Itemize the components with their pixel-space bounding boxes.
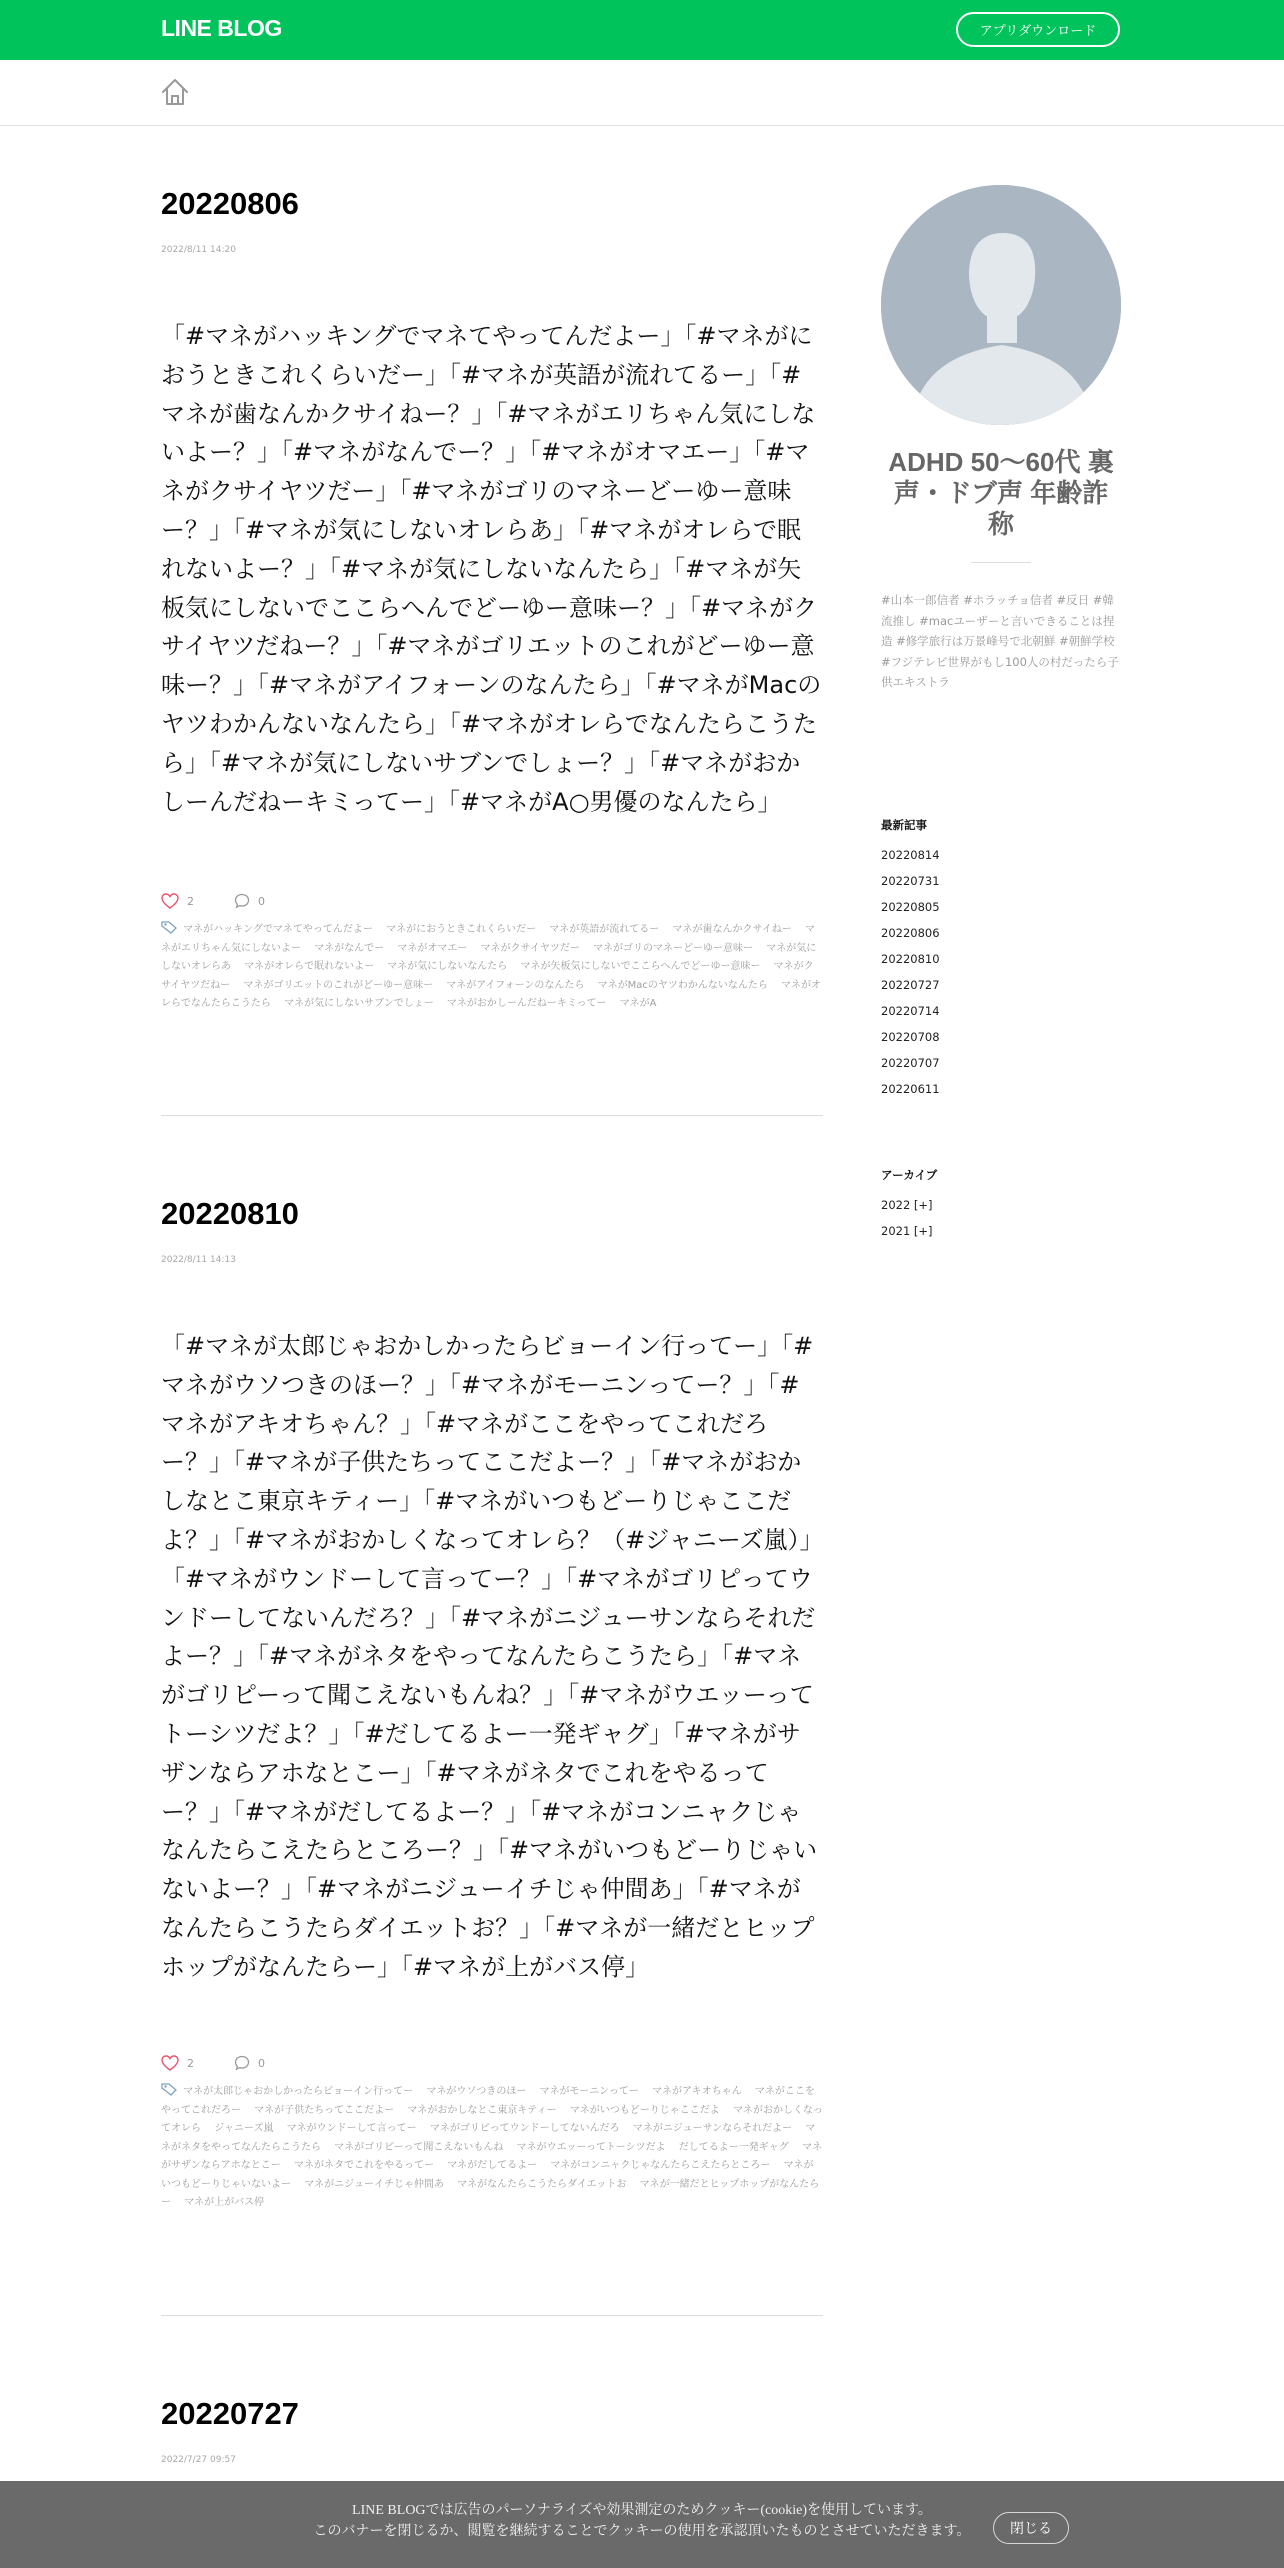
tag-link[interactable]: マネがいつもどーりじゃここだよ xyxy=(569,2104,720,2116)
tag-link[interactable]: マネが矢板気にしないでここらへんでどーゆー意味ー xyxy=(520,961,761,972)
tag-link[interactable]: マネがだしてるよー xyxy=(447,2160,538,2171)
tag-link[interactable]: マネがクサイヤツだー xyxy=(480,942,580,954)
comment-button[interactable] xyxy=(234,893,265,909)
post-body: 「#マネがハッキングでマネてやってんだよー」「#マネがにおうときこれくらいだー」「#マネが英語が流れてるー」「#マネが歯なんかクサイねー？」「#マネがエリちゃん気にしないよー？」「#マネがなんでー？」「#マネがオマエー」「#マネがクサイヤツだー」「#マネがゴリのマネーどーゆー意味ー？」「#マネが気にしないオレらあ」「#マネがオレらで眠れないよー？」「#マネが気にしないなんたら」「#マネが矢板気にしないでここらへんでどーゆー意味ー？」「#マネがクサイヤツだねー？」「#マネがゴリエットのこれがどーゆー意味ー？」「#マネがアイフォーンのなんたら」「#マネがMacのヤツわかんないなんたら」「#マネがオレらでなんたらこうたら」「#マネが気にしないサブンでしょー？」「#マネがおかしーんだねーキミってー」「#マネがA○男優のなんたら」 xyxy=(161,322,822,816)
cookie-close-button[interactable]: 閉じる xyxy=(993,2512,1069,2544)
recent-post-link[interactable]: 20220727 xyxy=(881,978,940,992)
archive-year-link[interactable]: 2022 [+] xyxy=(881,1198,933,1212)
tag-link[interactable]: マネがモーニンってー xyxy=(539,2086,639,2097)
tag-link[interactable]: マネがサザンならアホなとこー xyxy=(161,2141,822,2171)
tag-link[interactable]: マネが気にしないサブンでしょー xyxy=(284,998,434,1009)
tag-link[interactable]: マネがここをやってこれだろー xyxy=(161,2086,815,2116)
tag-link[interactable]: マネがMacのヤツわかんないなんたら xyxy=(597,979,768,991)
comment-count: 0 xyxy=(258,2056,265,2070)
like-count: 2 xyxy=(187,2056,194,2070)
post-divider xyxy=(161,2315,823,2316)
recent-post-link[interactable]: 20220707 xyxy=(881,1056,940,1070)
archive-year-link[interactable]: 2021 [+] xyxy=(881,1224,933,1238)
tag-link[interactable]: マネがゴリエットのこれがどーゆー意味ー xyxy=(243,979,434,991)
tag-link[interactable]: マネがにおうときこれくらいだー xyxy=(386,924,537,935)
app-download-button[interactable]: アプリダウンロード xyxy=(956,12,1120,47)
tag-link[interactable]: マネがエリちゃん気にしないよー xyxy=(161,924,815,954)
tag-link[interactable]: マネがアイフォーンのなんたら xyxy=(446,979,585,991)
post-title[interactable]: 20220727 xyxy=(161,2396,299,2431)
tag-link[interactable]: マネが子供たちってここだよー xyxy=(254,2104,395,2116)
tag-link[interactable]: マネがコンニャクじゃなんたらこえたらところー xyxy=(550,2160,771,2171)
comment-icon xyxy=(234,2055,250,2071)
tag-link[interactable]: マネがいつもどーりじゃいないよー xyxy=(161,2160,814,2190)
tag-link[interactable]: マネがアキオちゃん xyxy=(652,2086,742,2097)
tag-link[interactable]: マネがオマエー xyxy=(397,942,468,954)
tag-link[interactable]: マネがA xyxy=(619,998,657,1009)
tag-link[interactable]: マネがゴリピってウンドーしてないんだろ xyxy=(429,2123,620,2134)
tag-link[interactable]: マネがオレらでなんたらこうたら xyxy=(161,979,822,1009)
recent-post-link[interactable]: 20220611 xyxy=(881,1082,940,1096)
tag-link[interactable]: マネが気にしないオレらあ xyxy=(161,942,817,972)
tag-link[interactable]: マネがウソつきのほー xyxy=(426,2086,527,2097)
blog-description: #山本一郎信者 #ホラッチョ信者 #反日 #韓流推し #macユーザーと言いできることは捏造 #修学旅行は万景峰号で北朝鮮 #朝鮮学校 #フジテレビ世界がもし100人の村だったら子供エキストラ xyxy=(881,593,1119,689)
post-date: 2022/7/27 09:57 xyxy=(161,2455,236,2465)
post-date: 2022/8/11 14:20 xyxy=(161,245,236,255)
like-count: 2 xyxy=(187,894,194,908)
tag-link[interactable]: マネがおかしなとこ東京キティー xyxy=(407,2104,557,2116)
tag-link[interactable]: マネがゴリのマネーどーゆー意味ー xyxy=(593,942,754,954)
tag-link[interactable]: マネがニジューサンならそれだよー xyxy=(632,2123,793,2134)
recent-post-link[interactable]: 20220708 xyxy=(881,1030,940,1044)
tag-link[interactable]: マネがクサイヤツだねー xyxy=(161,961,814,991)
tag-link[interactable]: マネがおかしくなってオレら xyxy=(161,2104,823,2134)
recent-post-link[interactable]: 20220805 xyxy=(881,900,940,914)
recent-post-link[interactable]: 20220806 xyxy=(881,926,940,940)
recent-post-link[interactable]: 20220731 xyxy=(881,874,940,888)
post-tags xyxy=(161,920,823,1014)
tag-link[interactable]: マネがなんでー xyxy=(314,942,385,954)
recent-post-link[interactable]: 20220814 xyxy=(881,848,940,862)
recent-post-link[interactable]: 20220810 xyxy=(881,952,940,966)
tag-link[interactable]: マネが歯なんかクサイねー xyxy=(672,924,792,935)
line-blog-logo[interactable]: LINE BLOG xyxy=(161,15,282,41)
post-title[interactable]: 20220806 xyxy=(161,186,299,221)
cookie-notice-line: LINE BLOGでは広告のパーソナライズや効果測定のためクッキー(cookie)を使用しています。 xyxy=(352,2503,932,2518)
blog-title[interactable]: ADHD 50～60代 裏声・ドブ声 年齢詐称 xyxy=(888,447,1114,539)
tag-link[interactable]: マネがハッキングでマネてやってんだよー xyxy=(183,924,373,935)
tag-link[interactable]: マネがネタでこれをやるってー xyxy=(294,2160,434,2171)
tag-link[interactable]: マネが気にしないなんたら xyxy=(387,961,508,972)
post-date: 2022/8/11 14:13 xyxy=(161,1255,236,1265)
archive-list xyxy=(881,1192,933,1244)
comment-icon xyxy=(234,893,250,909)
cookie-notice-line: このバナーを閉じるか、閲覧を継続することでクッキーの使用を承認頂いたものとさせていただきます。 xyxy=(313,2524,971,2539)
like-button[interactable] xyxy=(161,893,194,909)
tag-link[interactable]: マネがオレらで眠れないよー xyxy=(244,961,375,972)
tag-link[interactable]: マネがニジューイチじゃ仲間あ xyxy=(304,2178,444,2190)
tag-link[interactable]: マネが一緒だとヒップホップがなんたらー xyxy=(161,2178,820,2208)
tag-icon xyxy=(161,920,177,934)
heart-icon xyxy=(161,2055,179,2071)
tag-link[interactable]: だしてるよー一発ギャグ xyxy=(678,2141,789,2153)
like-button[interactable] xyxy=(161,2055,194,2071)
home-icon[interactable] xyxy=(160,77,190,107)
sub-navigation xyxy=(0,60,1284,126)
heart-icon xyxy=(161,893,179,909)
tag-link[interactable]: マネがウエッーってトーシツだよ xyxy=(516,2141,666,2153)
post-tags xyxy=(161,2082,823,2213)
cookie-notice xyxy=(0,2500,1284,2542)
tag-link[interactable]: マネが上がバス停 xyxy=(184,2197,265,2208)
tag-icon xyxy=(161,2082,177,2096)
recent-posts-list xyxy=(881,842,940,1102)
tag-link[interactable]: マネがネタをやってなんたらこうたら xyxy=(161,2123,816,2153)
archive-heading: アーカイブ xyxy=(881,1168,938,1182)
comment-button[interactable] xyxy=(234,2055,265,2071)
top-header xyxy=(0,0,1284,60)
recent-post-link[interactable]: 20220714 xyxy=(881,1004,940,1018)
tag-link[interactable]: マネがなんたらこうたらダイエットお xyxy=(457,2178,627,2190)
post-title[interactable]: 20220810 xyxy=(161,1196,299,1231)
post-body: 「#マネが太郎じゃおかしかったらビョーイン行ってー」「#マネがウソつきのほー？」「#マネがモーニンってー？」「#マネがアキオちゃん？」「#マネがここをやってこれだろー？」「#マネが子供たちってここだよー？」「#マネがおかしなとこ東京キティー」「#マネがいつもどーりじゃここだよ？」「#マネがおかしくなってオレら？（#ジャニーズ嵐）」「#マネがウンドーして言ってー？」「#マネがゴリピってウンドーしてないんだろ？」「#マネがニジューサンならそれだよー？」「#マネがネタをやってなんたらこうたら」「#マネがゴリピーって聞こえないもんね？」「#マネがウエッーってトーシツだよ？」「#だしてるよー一発ギャグ」「#マネがサザンならアホなとこー」「#マネがネタでこれをやるってー？」「#マネがだしてるよー？」「#マネがコンニャクじゃなんたらこえたらところー？」「#マネがいつもどーりじゃいないよー？」「#マネがニジューイチじゃ仲間あ」「#マネがなんたらこうたらダイエットお？」「#マネが一緒だとヒップホップがなんたらー」「#マネが上がバス停」 xyxy=(161,1332,818,1981)
tag-link[interactable]: ジャニーズ嵐 xyxy=(214,2123,274,2134)
sidebar-divider xyxy=(971,562,1031,563)
tag-link[interactable]: マネが英語が流れてるー xyxy=(549,924,660,935)
tag-link[interactable]: マネが太郎じゃおかしかったらビョーイン行ってー xyxy=(183,2086,414,2097)
cookie-banner xyxy=(0,2481,1284,2568)
post-divider xyxy=(161,1115,823,1116)
profile-avatar[interactable] xyxy=(881,185,1121,425)
user-silhouette-icon xyxy=(881,185,1121,425)
comment-count: 0 xyxy=(258,894,265,908)
tag-link[interactable]: マネがおかしーんだねーキミってー xyxy=(446,998,607,1009)
tag-link[interactable]: マネがゴリピーって聞こえないもんね xyxy=(334,2141,504,2153)
tag-link[interactable]: マネがウンドーして言ってー xyxy=(286,2123,417,2134)
recent-posts-heading: 最新記事 xyxy=(881,818,927,832)
